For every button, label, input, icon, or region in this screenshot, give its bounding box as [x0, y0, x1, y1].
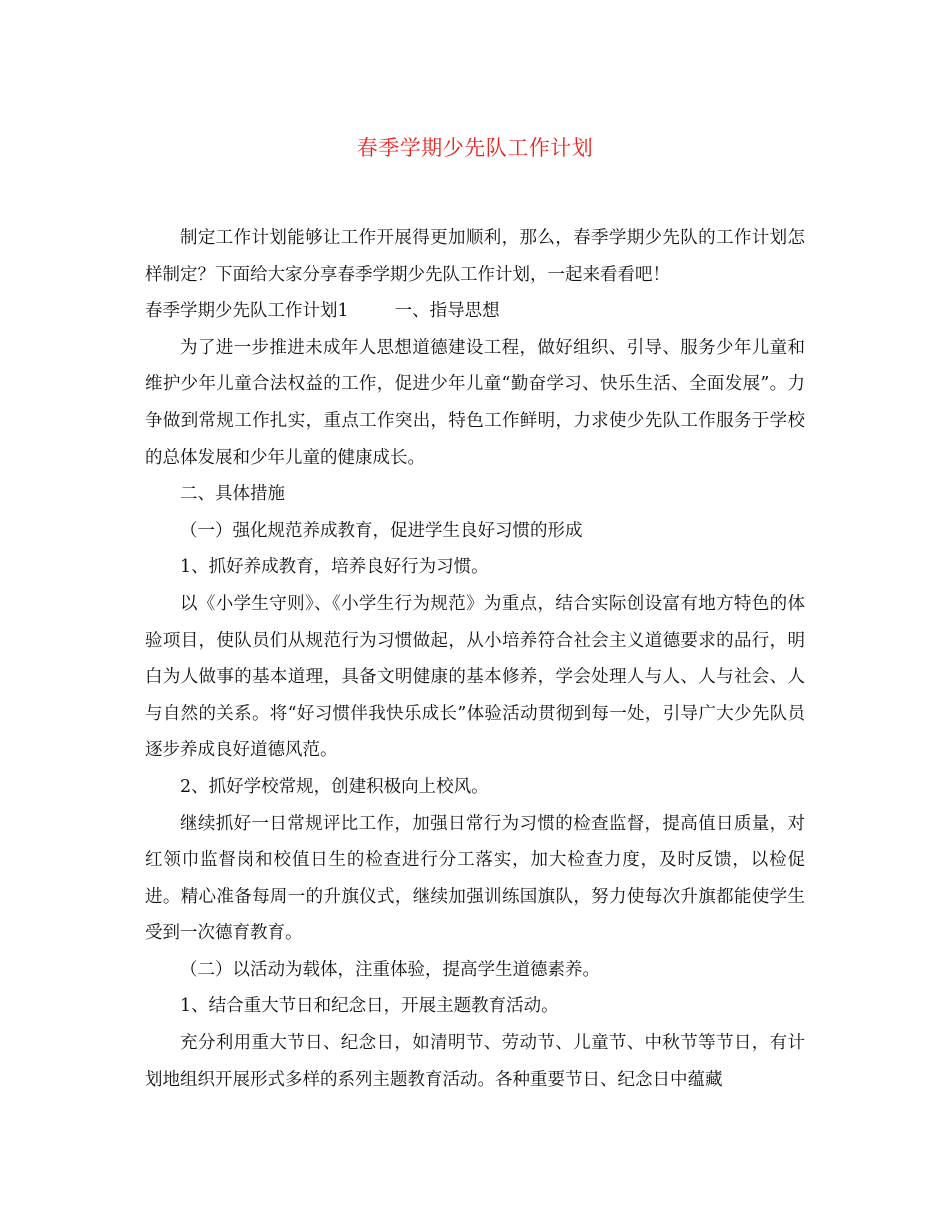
- section2-heading: 二、具体措施: [180, 484, 285, 505]
- document-title: 春季学期少先队工作计划: [356, 136, 594, 160]
- intro-paragraph: 制定工作计划能够让工作开展得更加顺利，那么，春季学期少先队的工作计划怎样制定？下面给大家分享春季学期少先队工作计划，一起来看看吧！: [145, 228, 805, 285]
- item1-heading: 1、抓好养成教育，培养良好行为习惯。: [180, 557, 489, 578]
- item3-heading: 1、结合重大节日和纪念日，开展主题教育活动。: [180, 996, 559, 1017]
- item2-heading: 2、抓好学校常规，创建积极向上校风。: [180, 776, 489, 797]
- item1-paragraph: 以《小学生守则》、《小学生行为规范》为重点，结合实际创设富有地方特色的体验项目，使队员们从规范行为习惯做起，从小培养符合社会主义道德要求的品行，明白为人做事的基本道理，具备文明健康的基本修养，学会处理人与人、人与社会、人与自然的关系。将“好习惯伴我快乐成长”体验活动贯彻到每一处，引导广大少先队员逐步养成良好道德风范。: [145, 593, 805, 761]
- subsection1-heading: （一）强化规范养成教育，促进学生良好习惯的形成: [180, 520, 583, 541]
- item2-paragraph: 继续抓好一日常规评比工作，加强日常行为习惯的检查监督，提高值日质量，对红领巾监督岗和校值日生的检查进行分工落实，加大检查力度，及时反馈，以检促进。精心准备每周一的升旗仪式，继续加强训练国旗队，努力使每次升旗都能使学生受到一次德育教育。: [145, 813, 805, 944]
- section1-heading: 一、指导思想: [394, 301, 500, 322]
- section1-paragraph: 为了进一步推进未成年人思想道德建设工程，做好组织、引导、服务少年儿童和维护少年儿童合法权益的工作，促进少年儿童“勤奋学习、快乐生活、全面发展”。力争做到常规工作扎实，重点工作突出，特色工作鲜明，力求使少先队工作服务于学校的总体发展和少年儿童的健康成长。: [145, 337, 805, 468]
- plan-heading: 春季学期少先队工作计划1: [145, 301, 349, 322]
- plan-heading-line: [145, 293, 805, 330]
- document-body: [145, 220, 805, 1098]
- subsection2-heading: （二）以活动为载体，注重体验，提高学生道德素养。: [180, 959, 600, 980]
- item3-paragraph: 充分利用重大节日、纪念日，如清明节、劳动节、儿童节、中秋节等节日，有计划地组织开展形式多样的系列主题教育活动。各种重要节日、纪念日中蕴藏: [145, 1033, 805, 1090]
